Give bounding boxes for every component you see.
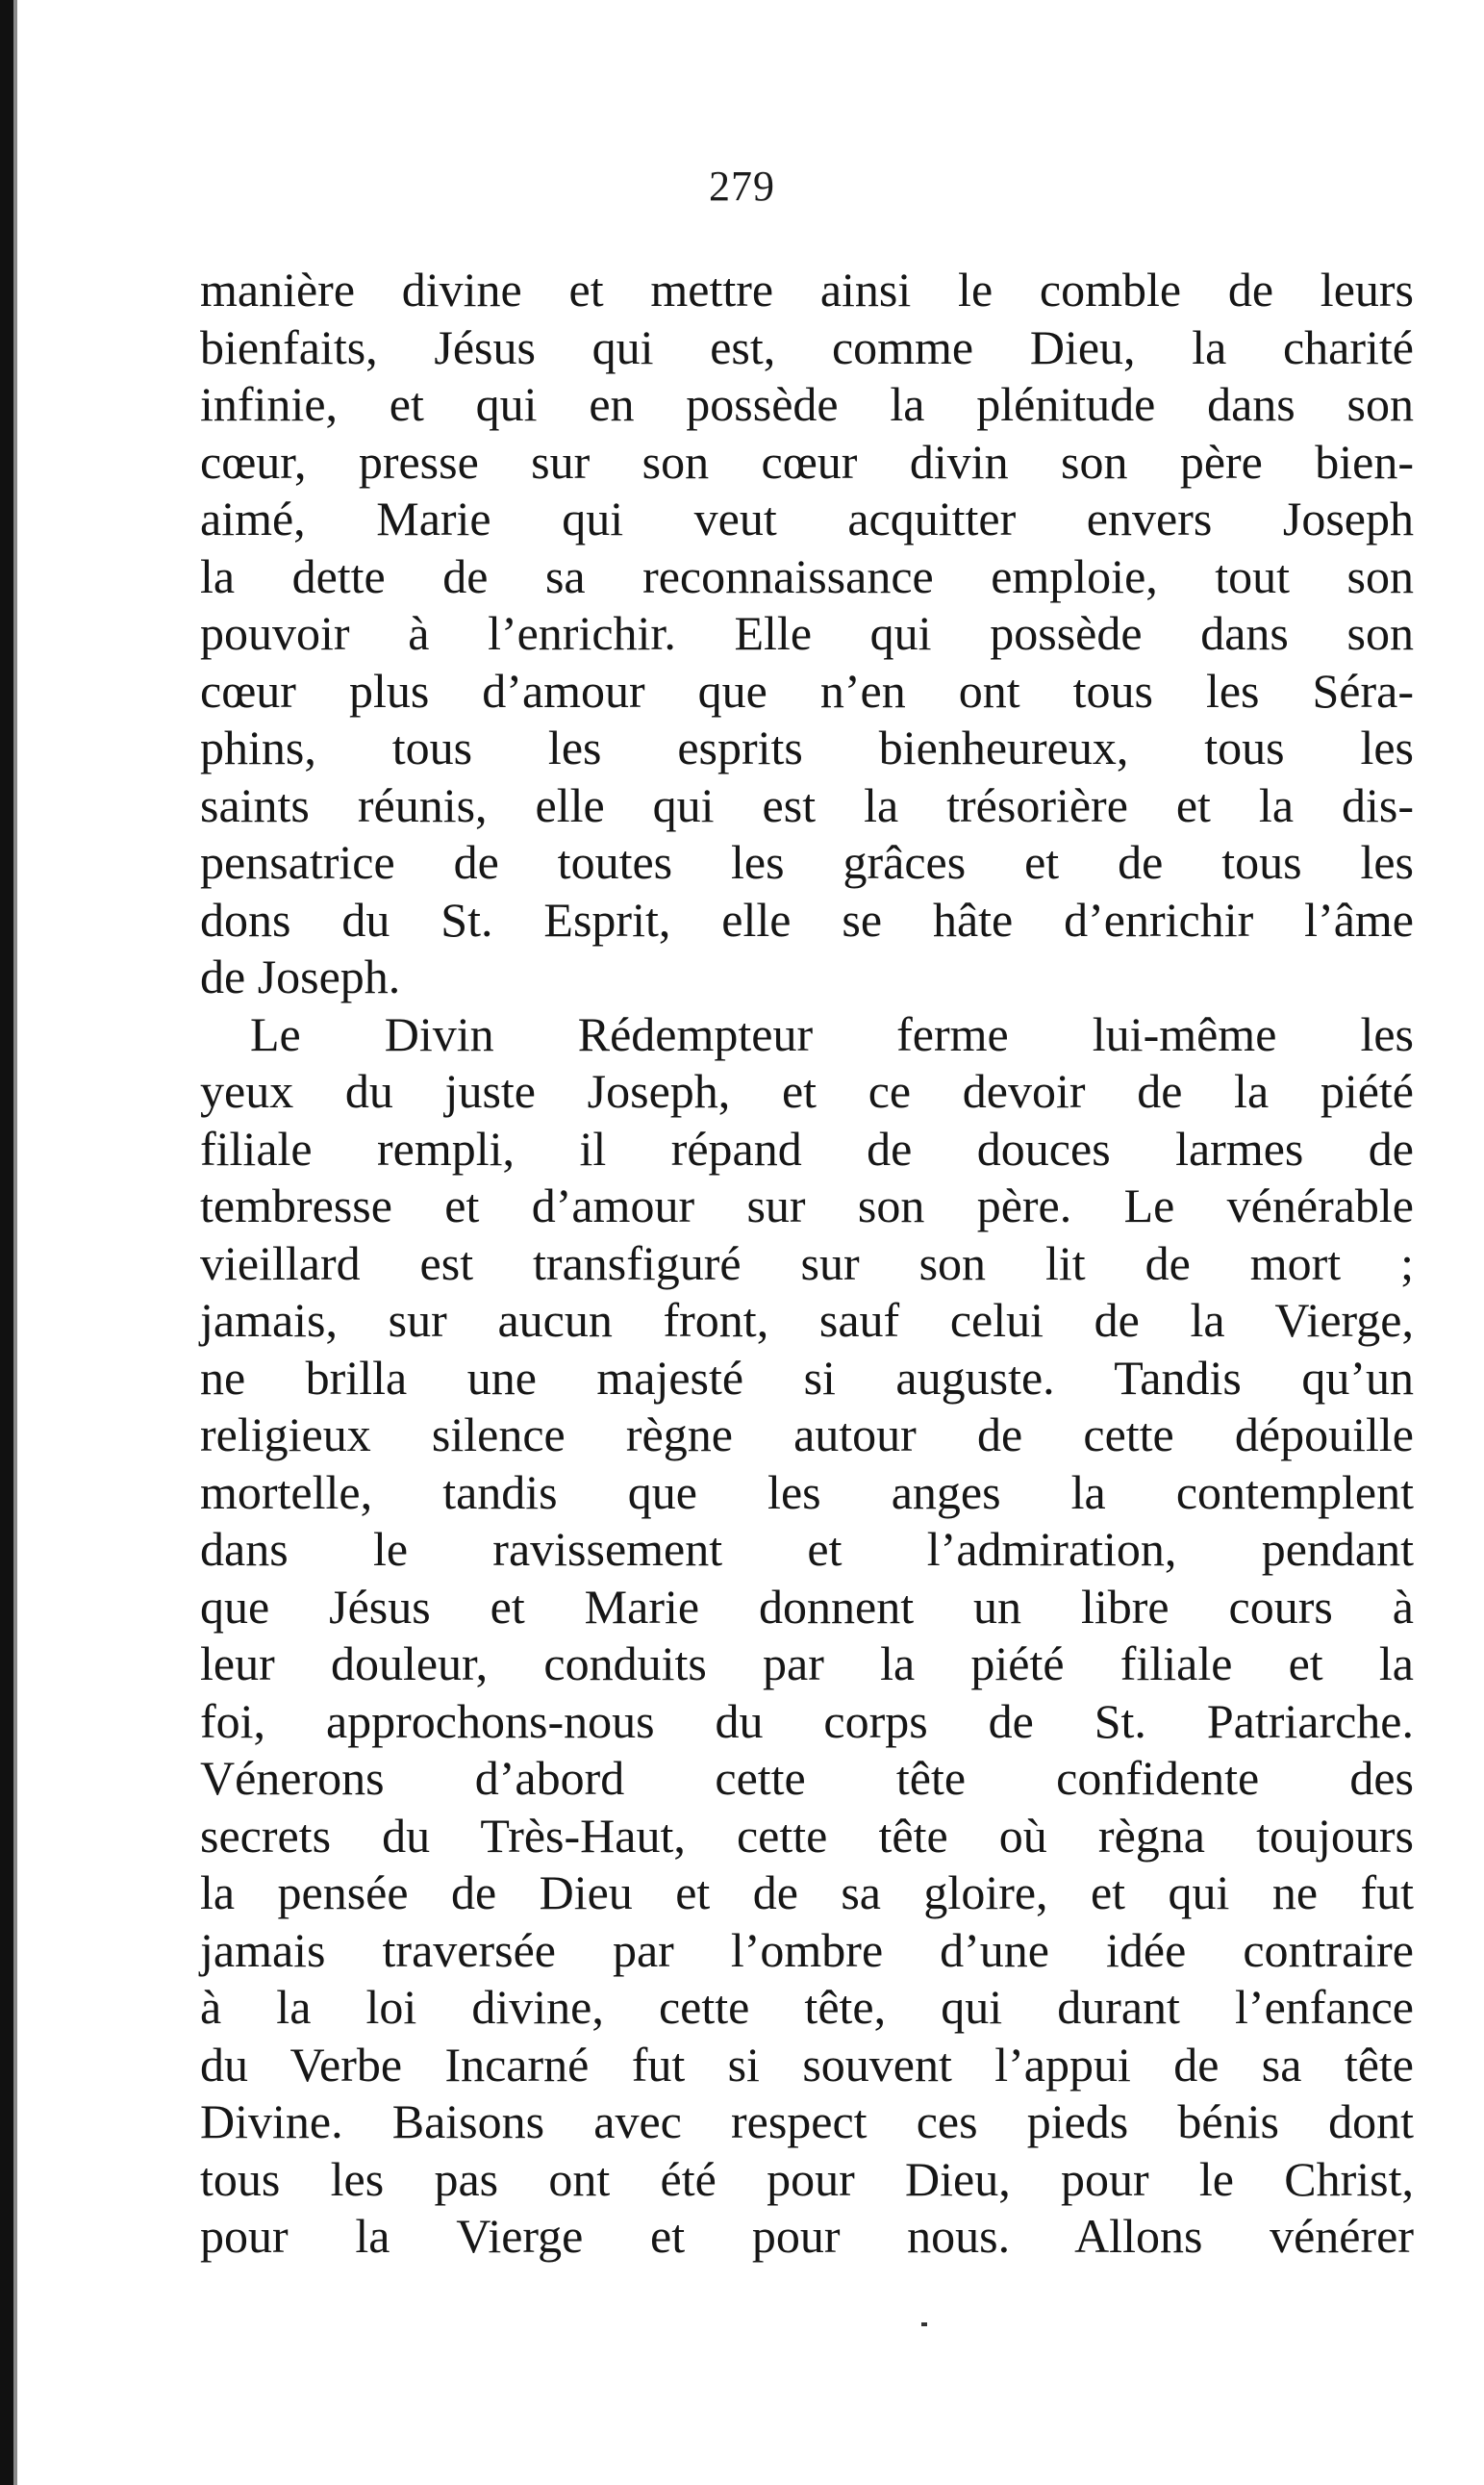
text-line: secrets du Très-Haut, cette tête où règna toujours xyxy=(200,1808,1414,1863)
text-line: dans le ravissement et l’admiration, pendant xyxy=(200,1522,1414,1576)
text-line: bienfaits, Jésus qui est, comme Dieu, la charité xyxy=(200,319,1414,374)
text-line: infinie, et qui en possède la plénitude dans son xyxy=(200,377,1414,431)
text-line: yeux du juste Joseph, et ce devoir de la piété xyxy=(200,1064,1414,1118)
page-number: 279 xyxy=(709,163,775,210)
body-text xyxy=(200,262,1414,2266)
text-line: pour la Vierge et pour nous. Allons vénérer xyxy=(200,2209,1414,2263)
text-line: religieux silence règne autour de cette dépouille xyxy=(200,1407,1414,1461)
text-line: Divine. Baisons avec respect ces pieds bénis dont xyxy=(200,2094,1414,2148)
text-line: tous les pas ont été pour Dieu, pour le Christ, xyxy=(200,2151,1414,2206)
text-line: filiale rempli, il répand de douces larmes de xyxy=(200,1121,1414,1176)
text-line: leur douleur, conduits par la piété filiale et la xyxy=(200,1636,1414,1690)
text-line: à la loi divine, cette tête, qui durant l’enfance xyxy=(200,1980,1414,2034)
text-line: phins, tous les esprits bienheureux, tous les xyxy=(200,721,1414,774)
print-speck xyxy=(921,2322,927,2326)
spine-shadow xyxy=(13,0,17,2485)
text-line: que Jésus et Marie donnent un libre cours à xyxy=(200,1579,1414,1634)
text-line: tembresse et d’amour sur son père. Le vénérable xyxy=(200,1179,1414,1232)
text-line: Vénerons d’abord cette tête confidente des xyxy=(200,1751,1414,1805)
book-spine-edge xyxy=(0,0,13,2485)
text-line: saints réunis, elle qui est la trésorière et la dis- xyxy=(200,777,1414,832)
text-line: pouvoir à l’enrichir. Elle qui possède dans son xyxy=(200,606,1414,660)
text-line: jamais, sur aucun front, sauf celui de la Vierge, xyxy=(200,1293,1414,1347)
text-line: ne brilla une majesté si auguste. Tandis qu’un xyxy=(200,1350,1414,1405)
text-line: dons du St. Esprit, elle se hâte d’enrichir l’âme xyxy=(200,892,1414,947)
text-line: foi, approchons-nous du corps de St. Patriarche. xyxy=(200,1693,1414,1748)
text-line: mortelle, tandis que les anges la contemplent xyxy=(200,1464,1414,1519)
text-line: cœur, presse sur son cœur divin son père bien- xyxy=(200,434,1414,489)
text-line: vieillard est transfiguré sur son lit de mort ; xyxy=(200,1235,1414,1290)
text-line: aimé, Marie qui veut acquitter envers Joseph xyxy=(200,492,1414,545)
text-line: jamais traversée par l’ombre d’une idée contraire xyxy=(200,1922,1414,1977)
text-line: la dette de sa reconnaissance emploie, tout son xyxy=(200,548,1414,603)
text-line: la pensée de Dieu et de sa gloire, et qui ne fut xyxy=(200,1865,1414,1919)
text-line: manière divine et mettre ainsi le comble de leurs xyxy=(200,263,1414,317)
text-line-paragraph-start: Le Divin Rédempteur ferme lui-même les xyxy=(250,1006,1414,1061)
text-line: cœur plus d’amour que n’en ont tous les Séra- xyxy=(200,663,1414,718)
text-line: de Joseph. xyxy=(200,950,401,1003)
text-line: du Verbe Incarné fut si souvent l’appui de sa tête xyxy=(200,2037,1414,2092)
text-line: pensatrice de toutes les grâces et de tous les xyxy=(200,835,1414,889)
